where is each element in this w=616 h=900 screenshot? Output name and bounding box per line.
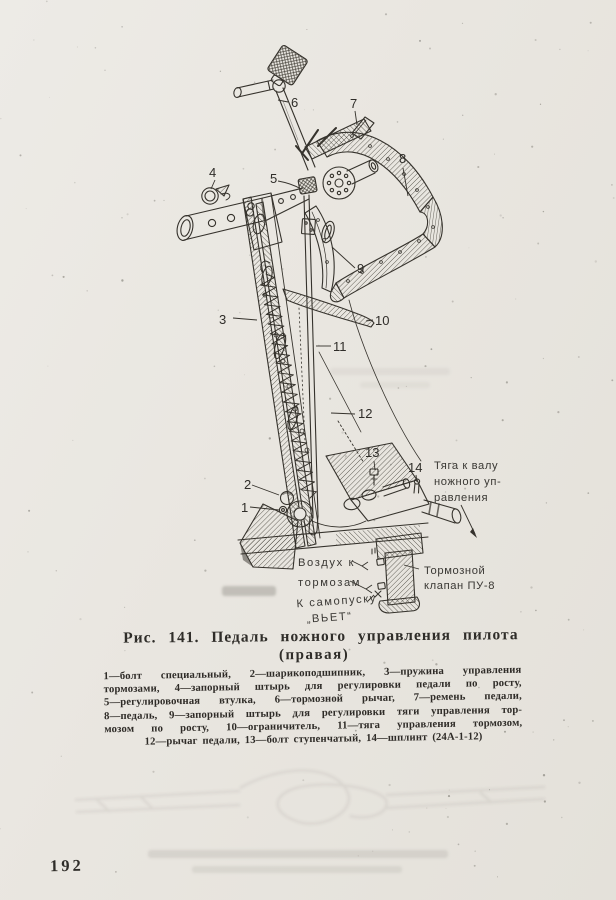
callout-7: 7 (350, 96, 358, 111)
adjusting-sleeve (298, 177, 317, 195)
pedal-assembly-drawing (175, 44, 462, 613)
limiter-blade (283, 289, 374, 327)
callout-4: 4 (209, 165, 217, 180)
callout-5: 5 (270, 171, 278, 186)
callout-11: 11 (333, 339, 347, 354)
annotation-samopusk-line-0: К самопуску (296, 592, 378, 611)
callout-2: 2 (244, 477, 252, 492)
pedal-stirrup (305, 132, 442, 302)
annotation-samopusk-line-1: „ВЬЕТ“ (306, 610, 354, 626)
figure-caption (0, 625, 616, 666)
legend-line-3: 5—регулировочная втулка, 6—тормозной рычаг, 7—ремень педали, (103, 690, 522, 709)
annotation-tyaga-line-0: Тяга к валу (434, 460, 499, 472)
legend-line-4: 8—педаль, 9—запорный штырь для регулировки тяги управления тор- (104, 703, 523, 722)
callout-12: 12 (358, 406, 373, 421)
locking-pin-ring (202, 185, 230, 204)
brake-valve (372, 533, 423, 613)
callout-8: 8 (399, 151, 407, 166)
legend-line-1: 1—болт специальный, 2—шарикоподшипник, 3—пружина управления (103, 663, 522, 683)
figure-legend (103, 664, 522, 750)
caption-subtitle: (правая) (278, 646, 350, 664)
callout-1: 1 (241, 500, 249, 515)
cross-tube (175, 188, 309, 242)
caption-title: Рис. 141. Педаль ножного управления пилота (123, 626, 519, 647)
annotation-klapan-line-0: Тормозной (424, 565, 486, 577)
callout-3: 3 (219, 312, 227, 327)
callout-9: 9 (357, 261, 365, 276)
annotation-vozduh-line-1: тормозам (298, 577, 362, 589)
annotation-tyaga-line-1: ножного уп- (434, 476, 502, 488)
legend-line-6: 12—рычаг педали, 13—болт ступенчатый, 14—шплинт (24А-1-12) (144, 730, 483, 748)
callout-13: 13 (365, 445, 380, 460)
annotation-tyaga-line-2: равления (434, 492, 489, 504)
knurled-knob (263, 44, 308, 91)
legend-line-2: тормозами, 4—запорный штырь для регулировки педали по росту, (103, 676, 522, 696)
page-number: 192 (49, 855, 84, 876)
annotation-vozduh-line-0: Воздух к (298, 557, 355, 569)
special-bolt (279, 506, 286, 513)
callout-6: 6 (291, 95, 299, 110)
callout-10: 10 (375, 313, 390, 328)
legend-line-5: мозом по росту, 10—ограничитель, 11—тяга управления тормозом, (104, 716, 523, 736)
callout-14: 14 (408, 460, 423, 475)
base-mechanism (238, 443, 462, 569)
annotation-klapan-line-1: клапан ПУ-8 (424, 580, 496, 592)
